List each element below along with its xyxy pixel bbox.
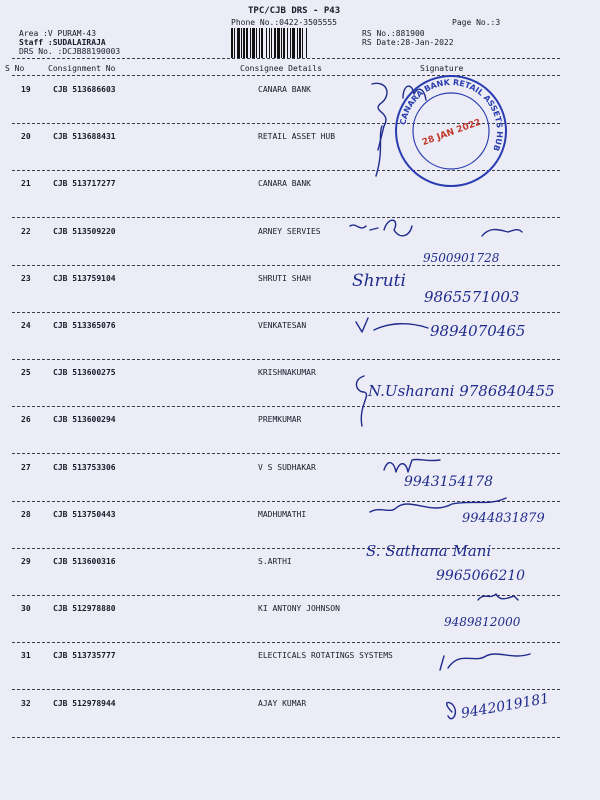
barcode-bar [261, 28, 263, 58]
row-consignment: CJB 513509220 [53, 227, 116, 236]
row-consignment: CJB 513759104 [53, 274, 116, 283]
barcode-bar [274, 28, 276, 58]
table-row [0, 699, 600, 711]
staff-label: Staff :SUDALAIRAJA [19, 38, 106, 47]
table-row [0, 368, 600, 380]
col-header-consignee: Consignee Details [240, 64, 322, 73]
row-sno: 23 [21, 274, 31, 283]
row-consignee: VENKATESAN [258, 321, 307, 330]
row-consignee: PREMKUMAR [258, 415, 302, 424]
barcode-bar [237, 28, 240, 58]
barcode-bar [281, 28, 282, 58]
area-label: Area :V PURAM-43 [19, 29, 97, 38]
row-sno: 26 [21, 415, 31, 424]
signature-phone-30: 9489812000 [444, 615, 521, 629]
signature-phone-24: 9894070465 [430, 322, 526, 340]
barcode-bar [256, 28, 257, 58]
signature-phone-28: 9944831879 [462, 511, 545, 526]
row-consignee: RETAIL ASSET HUB [258, 132, 336, 141]
phone-number: Phone No.:0422-3505555 [231, 18, 337, 27]
col-header-signature: Signature [420, 64, 464, 73]
barcode-bar [252, 28, 255, 58]
row-consignee: KI ANTONY JOHNSON [258, 604, 340, 613]
row-sno: 28 [21, 510, 31, 519]
signature-phone-23: 9865571003 [424, 288, 520, 306]
signature-name-29: S. Sathana Mani [366, 542, 492, 560]
row-consignment: CJB 513600294 [53, 415, 116, 424]
row-consignment: CJB 512978944 [53, 699, 116, 708]
row-divider [12, 689, 560, 690]
signature-25: N.Usharani 9786840455 [368, 382, 555, 400]
barcode-bar [243, 28, 245, 58]
row-sno: 19 [21, 85, 31, 94]
drs-number: DRS No. :DCJB88190003 [19, 47, 121, 56]
row-consignment: CJB 512978880 [53, 604, 116, 613]
table-row [0, 510, 600, 522]
table-row [0, 227, 600, 239]
stamp-date: 28 JAN 2022 [420, 117, 483, 149]
table-row [0, 274, 600, 286]
barcode-bar [231, 28, 233, 58]
row-consignment: CJB 513717277 [53, 179, 116, 188]
row-consignment: CJB 513750443 [53, 510, 116, 519]
table-row [0, 415, 600, 427]
barcode-bar [287, 28, 288, 58]
row-consignee: CANARA BANK [258, 179, 311, 188]
row-consignment: CJB 513688431 [53, 132, 116, 141]
barcode-bar [283, 28, 285, 58]
barcode-bar [271, 28, 272, 58]
barcode-bar [246, 28, 248, 58]
table-row [0, 557, 600, 569]
row-consignment: CJB 513600275 [53, 368, 116, 377]
row-divider [12, 312, 560, 313]
table-row [0, 604, 600, 616]
row-sno: 22 [21, 227, 31, 236]
barcode-bar [259, 28, 260, 58]
row-consignee: ELECTICALS ROTATINGS SYSTEMS [258, 651, 393, 660]
row-consignee: SHRUTI SHAH [258, 274, 311, 283]
row-sno: 27 [21, 463, 31, 472]
rs-number: RS No.:881900 [362, 29, 425, 38]
signature-phone-29: 9965066210 [436, 568, 526, 584]
row-sno: 24 [21, 321, 31, 330]
barcode-bar [302, 28, 303, 58]
divider [12, 58, 560, 59]
signature-phone-27: 9943154178 [404, 474, 494, 490]
row-sno: 21 [21, 179, 31, 188]
row-divider [12, 217, 560, 218]
row-divider [12, 359, 560, 360]
row-sno: 25 [21, 368, 31, 377]
table-row [0, 85, 600, 97]
page-number: Page No.:3 [452, 18, 501, 27]
barcode [229, 28, 355, 58]
row-divider [12, 501, 560, 502]
barcode-bar [234, 28, 235, 58]
row-divider [12, 642, 560, 643]
signature-name-23: Shruti [352, 271, 406, 291]
row-consignee: KRISHNAKUMAR [258, 368, 316, 377]
row-sno: 30 [21, 604, 31, 613]
barcode-bar [269, 28, 270, 58]
row-divider [12, 406, 560, 407]
row-divider [12, 595, 560, 596]
row-sno: 20 [21, 132, 31, 141]
table-row [0, 179, 600, 191]
table-row [0, 321, 600, 333]
signature-phone-22: 9500901728 [423, 251, 500, 265]
row-consignee: S.ARTHI [258, 557, 292, 566]
col-header-sno: S No [5, 64, 25, 73]
stamp-text: CANARA BANK RETAIL ASSETS HUB [398, 77, 505, 153]
row-consignee: CANARA BANK [258, 85, 311, 94]
barcode-bar [266, 28, 267, 58]
rs-date: RS Date:28-Jan-2022 [362, 38, 454, 47]
row-consignment: CJB 513600316 [53, 557, 116, 566]
col-header-consignment: Consignment No [48, 64, 116, 73]
barcode-bar [306, 28, 307, 58]
barcode-bar [290, 28, 291, 58]
row-consignment: CJB 513686603 [53, 85, 116, 94]
barcode-bar [250, 28, 251, 58]
barcode-bar [277, 28, 280, 58]
table-row [0, 651, 600, 663]
row-divider [12, 548, 560, 549]
row-divider [12, 265, 560, 266]
signature-phone-32: 9442019181 [459, 690, 551, 722]
row-consignee: V S SUDHAKAR [258, 463, 316, 472]
row-divider [12, 453, 560, 454]
table-row [0, 132, 600, 144]
barcode-bar [241, 28, 242, 58]
row-consignment: CJB 513735777 [53, 651, 116, 660]
barcode-bar [299, 28, 301, 58]
row-consignment: CJB 513365076 [53, 321, 116, 330]
row-sno: 29 [21, 557, 31, 566]
row-sno: 32 [21, 699, 31, 708]
row-sno: 31 [21, 651, 31, 660]
row-consignment: CJB 513753306 [53, 463, 116, 472]
table-row [0, 463, 600, 475]
row-consignee: AJAY KUMAR [258, 699, 307, 708]
sheet-title: TPC/CJB DRS - P43 [248, 6, 341, 16]
row-divider [12, 737, 560, 738]
barcode-bar [292, 28, 295, 58]
barcode-bar [297, 28, 298, 58]
row-consignee: MADHUMATHI [258, 510, 307, 519]
row-consignee: ARNEY SERVIES [258, 227, 321, 236]
bank-stamp [392, 72, 510, 190]
